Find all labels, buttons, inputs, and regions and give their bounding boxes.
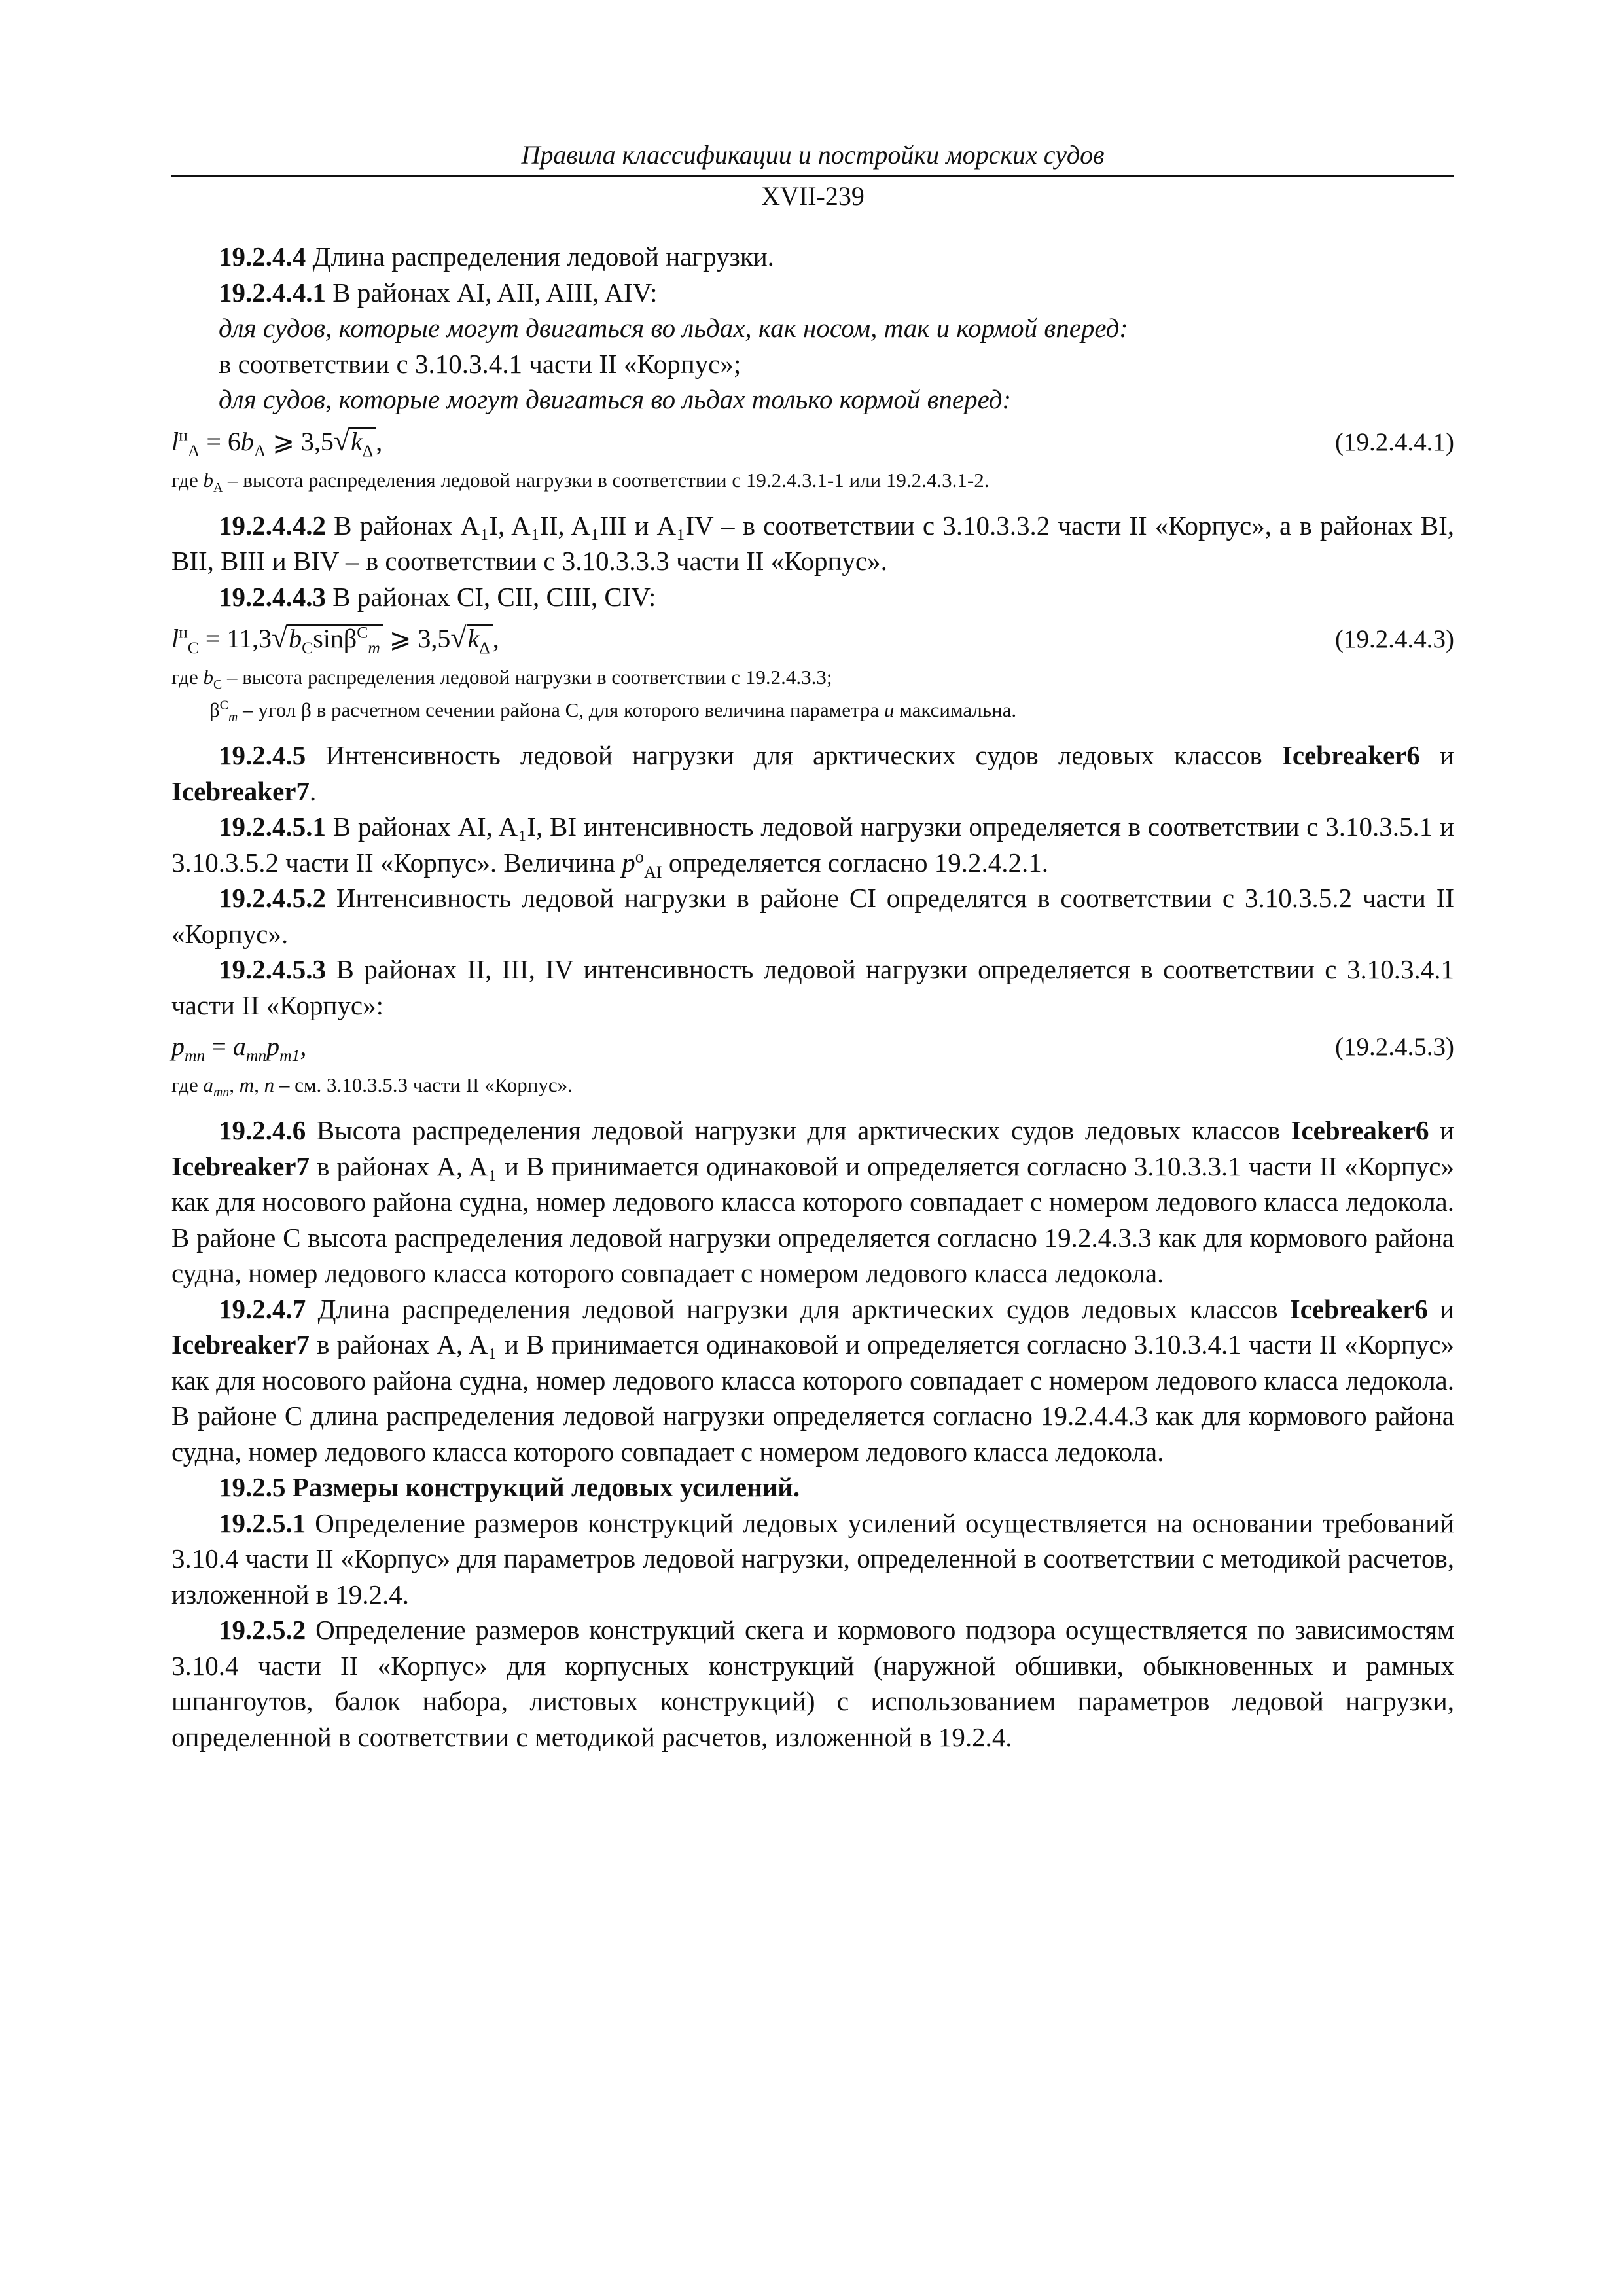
equation-number: (19.2.4.4.3) [1335,625,1454,653]
condition-line-2: для судов, которые могут двигаться во льдах только кормой вперед: [219,384,1012,414]
note-beta: $\beta^C_m$ – угол β в расчетном сечении района C, для которого величина параметра u максимальна. [209,698,1017,725]
section-19-2-4-4-1: 19.2.4.4.1 В районах AI, AII, AIII, AIV: [219,277,658,308]
section-19-2-5-1: 19.2.5.1 Определение размеров конструкций ледовых усилений осуществляется на основании требований 3.10.4 части II «Корпус» для параметров ледовой нагрузки, определенной в соответствии с методикой расчетов, изложенной в 19.2.4. [171,1507,1454,1609]
section-19-2-5-2: 19.2.5.2 Определение размеров конструкций скега и кормового подзора осуществляется по зависимостям 3.10.4 части II «Корпус» для корпусных конструкций (наружной обшивки, обыкновенных и рамных шпангоутов, балок набора, листовых конструкций) с использованием параметров ледовой нагрузки, определенной в соответствии с методикой расчетов, изложенной в 19.2.4. [171,1615,1454,1752]
section-19-2-5: 19.2.5 Размеры конструкций ледовых усилений. [219,1472,800,1502]
formula-19-2-4-4-3: $l^н_C = 11,3√b_C\sin\beta^C_m$ ⩾ $3,5√k_\Delta$ , (19.2.4.4.3) [171,619,1454,659]
note-b-A: где $b_A$ – высота распределения ледовой нагрузки в соответствии с 19.2.4.3.1-1 или 19.2.4.3.1-2. [171,468,990,495]
section-19-2-4-5-1: 19.2.4.5.1 В районах AI, A₁I, BI интенсивность ледовой нагрузки определяется в соответствии с 3.10.3.5.1 и 3.10.3.5.2 части II «Корпус». Величина $p^o_{AI}$ определяется согласно 19.2.4.2.1. [171,812,1454,882]
condition-line-1: для судов, которые могут двигаться во льдах, как носом, так и кормой вперед: [219,313,1128,343]
document-page [171,137,1454,1755]
section-19-2-4-4-3: 19.2.4.4.3 В районах CI, CII, CIII, CIV: [219,581,656,612]
section-19-2-4-5-3: 19.2.4.5.3 В районах II, III, IV интенсивность ледовой нагрузки определяется в соответствии с 3.10.3.4.1 части II «Корпус»: [171,954,1454,1020]
equation-number: (19.2.4.5.3) [1335,1033,1454,1061]
formula-19-2-4-5-3: $p_{mn} = a_{mn}p_{m1}$, (19.2.4.5.3) [171,1027,1454,1067]
header-rule [171,175,1454,177]
reference-line: в соответствии с 3.10.3.4.1 части II «Корпус»; [219,348,741,379]
section-19-2-4-4: 19.2.4.4 Длина распределения ледовой нагрузки. [219,242,774,272]
note-a-mn: где $a_{mn}$, m, n – см. 3.10.3.5.3 части II «Корпус». [171,1073,573,1100]
section-19-2-4-6: 19.2.4.6 Высота распределения ледовой нагрузки для арктических судов ледовых классов Icebreaker6 и Icebreaker7 в районах A, A₁ и B принимается одинаковой и определяется согласно 3.10.3.3.1 части II «Корпус» как для носового района судна, номер ледового класса которого совпадает с номером ледового класса ледокола. В районе С высота распределения ледовой нагрузки определяется согласно 19.2.4.3.3 как для кормового района судна, номер ледового класса которого совпадает с номером ледового класса ледокола. [171,1115,1454,1288]
page-number: XVII-239 [761,181,865,211]
section-19-2-4-5-2: 19.2.4.5.2 Интенсивность ледовой нагрузки в районе CI определятся в соответствии с 3.10.3.5.2 части II «Корпус». [171,883,1454,949]
equation-number: (19.2.4.4.1) [1335,427,1454,456]
running-header: Правила классификации и постройки морских судов [521,140,1105,170]
note-b-C: где $b_C$ – высота распределения ледовой нагрузки в соответствии с 19.2.4.3.3; [171,666,832,692]
section-19-2-4-7: 19.2.4.7 Длина распределения ледовой нагрузки для арктических судов ледовых классов Icebreaker6 и Icebreaker7 в районах A, A₁ и B принимается одинаковой и определяется согласно 3.10.3.4.1 части II «Корпус» как для носового района судна, номер ледового класса которого совпадает с номером ледового класса ледокола. В районе С длина распределения ледовой нагрузки определяется согласно 19.2.4.4.3 как для кормового района судна, номер ледового класса которого совпадает с номером ледового класса ледокола. [171,1293,1454,1467]
section-19-2-4-5: 19.2.4.5 Интенсивность ледовой нагрузки для арктических судов ледовых классов Icebreaker6 и Icebreaker7. [171,740,1454,806]
section-19-2-4-4-2: 19.2.4.4.2 В районах A₁I, A₁II, A₁III и A₁IV – в соответствии с 3.10.3.3.2 части II «Корпус», а в районах BI, BII, BIII и BIV – в соответствии с 3.10.3.3.3 части II «Корпус». [171,510,1454,576]
formula-19-2-4-4-1: $l^н_A = 6b_A$ ⩾ $3,5√k_\Delta$ , (19.2.4.4.1) [171,422,1454,462]
